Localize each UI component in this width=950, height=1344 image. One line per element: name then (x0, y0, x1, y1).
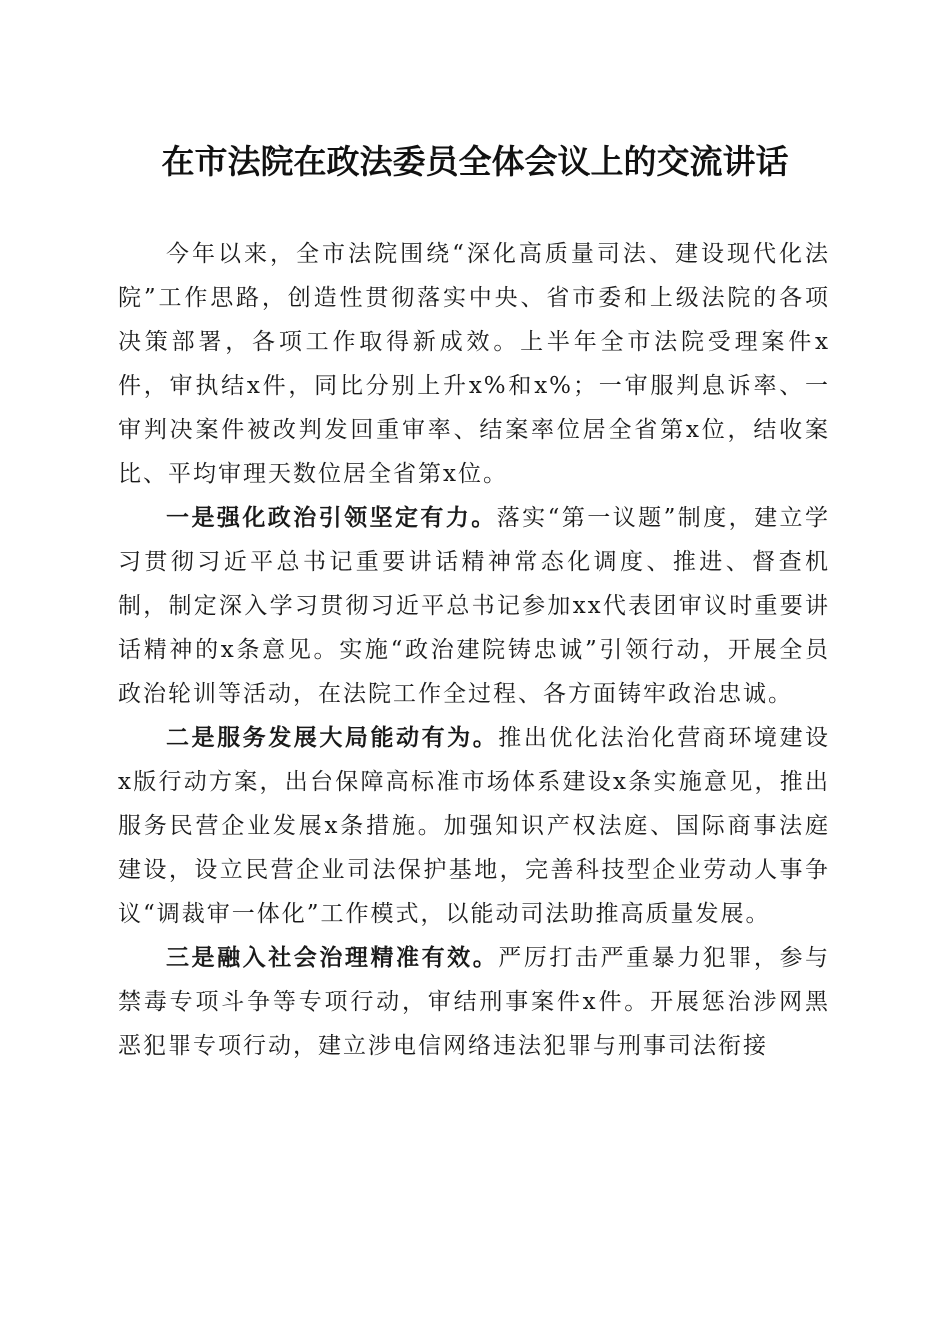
paragraph-intro (118, 232, 830, 496)
paragraph-serve-development (118, 716, 830, 936)
document-body (118, 232, 830, 1068)
paragraph-lead: 一是强化政治引领坚定有力。 (166, 504, 497, 531)
paragraph-lead: 三是融入社会治理精准有效。 (166, 944, 499, 971)
paragraph-lead: 二是服务发展大局能动有为。 (166, 724, 499, 751)
paragraph-text: 推出优化法治化营商环境建设x版行动方案，出台保障高标准市场体系建设x条实施意见，推出服务民营企业发展x条措施。加强知识产权法庭、国际商事法庭建设，设立民营企业司法保护基地，完善科技型企业劳动人事争议“调裁审一体化”工作模式，以能动司法助推高质量发展。 (118, 725, 831, 927)
paragraph-text: 落实“第一议题”制度，建立学习贯彻习近平总书记重要讲话精神常态化调度、推进、督查机制，制定深入学习贯彻习近平总书记参加xx代表团审议时重要讲话精神的x条意见。实施“政治建院铸忠诚”引领行动，开展全员政治轮训等活动，在法院工作全过程、各方面铸牢政治忠诚。 (118, 505, 830, 707)
paragraph-political-leadership (118, 496, 830, 716)
page-title: 在市法院在政法委员全体会议上的交流讲话 (161, 142, 789, 181)
paragraph-social-governance (118, 936, 830, 1068)
paragraph-text: 严厉打击严重暴力犯罪，参与禁毒专项斗争等专项行动，审结刑事案件x件。开展惩治涉网黑恶犯罪专项行动，建立涉电信网络违法犯罪与刑事司法衔接 (118, 945, 831, 1059)
paragraph-text: 今年以来，全市法院围绕“深化高质量司法、建设现代化法院”工作思路，创造性贯彻落实中央、省市委和上级法院的各项决策部署，各项工作取得新成效。上半年全市法院受理案件x件，审执结x件，同比分别上升x%和x%；一审服判息诉率、一审判决案件被改判发回重审率、结案率位居全省第x位，结收案比、平均审理天数位居全省第x位。 (118, 241, 830, 487)
